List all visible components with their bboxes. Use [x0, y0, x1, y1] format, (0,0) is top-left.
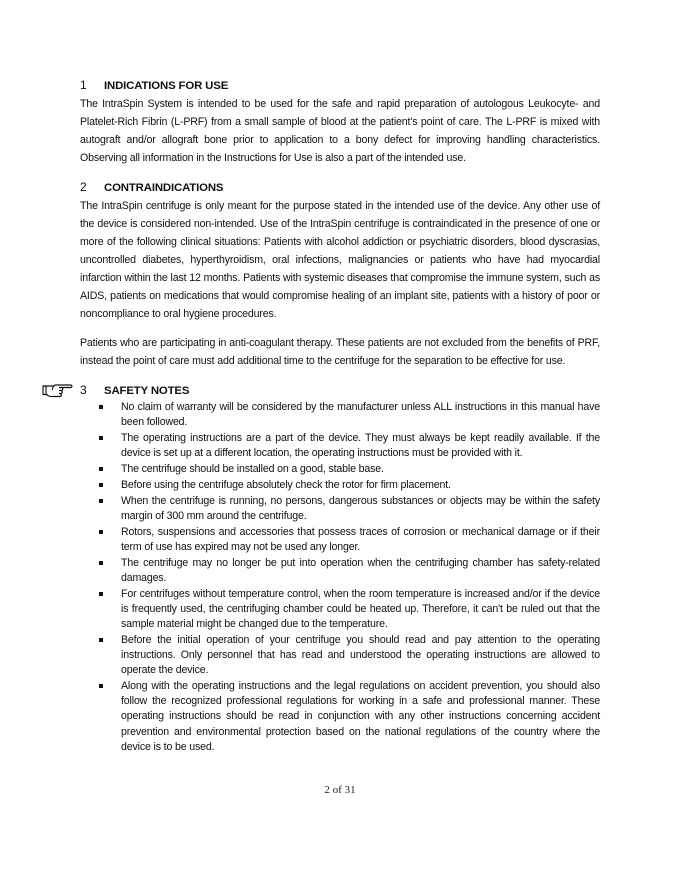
section-heading-contraindications	[80, 180, 600, 195]
note-text: The centrifuge may no longer be put into operation when the centrifuging chamber has safety-related damages.	[121, 556, 600, 584]
bullet-icon	[99, 638, 103, 642]
bullet-icon	[99, 561, 103, 565]
bullet-icon	[99, 467, 103, 471]
note-text: Before the initial operation of your centrifuge you should read and pay attention to the operating instructions. Only personnel that has read and understood the operating instructions are allowed to operate the device.	[121, 633, 600, 677]
note-text: Rotors, suspensions and accessories that possess traces of corrosion or mechanical damage or if their term of use has expired may not be used any longer.	[121, 525, 600, 553]
note-text: Before using the centrifuge absolutely check the rotor for firm placement.	[121, 478, 451, 491]
safety-notes-list	[80, 400, 600, 755]
list-item	[121, 587, 600, 633]
bullet-icon	[99, 684, 103, 688]
note-text: No claim of warranty will be considered by the manufacturer unless ALL instructions in this manual have been followed.	[121, 401, 600, 429]
section-number: 1	[80, 78, 87, 92]
note-text: The centrifuge should be installed on a good, stable base.	[121, 463, 384, 475]
section-heading-indications	[80, 78, 600, 93]
list-item	[121, 525, 600, 555]
page-number: 2 of 31	[324, 784, 356, 796]
contraindications-paragraph: The IntraSpin centrifuge is only meant for the purpose stated in the intended use of the device. Any other use of the device is considered non-intended. Use of the IntraSpin centrifuge is contraindicated in the presence of one or more of the following clinical situations: Patients with alcohol addiction or psychiatric disorders, blood dyscrasias, uncontrolled diabetes, hyperthyroidism, oral infections, malignancies or patients who have had myocardial infarction within the last 12 months. Patients with systemic diseases that compromise the immune system, such as AIDS, patients on medications that would compromise healing of an implant site, patients with a history of poor or noncompliance to oral hygiene procedures.	[80, 200, 600, 320]
list-item	[121, 462, 600, 477]
bullet-icon	[99, 530, 103, 534]
section-number: 3	[80, 383, 87, 397]
list-item	[121, 400, 600, 430]
page-content	[80, 78, 600, 756]
bullet-icon	[99, 405, 103, 409]
list-item	[121, 494, 600, 524]
note-text: Along with the operating instructions and the legal regulations on accident prevention, you should also follow the recognized professional regulations for working in a safe and professional manner. These operating instructions should be read in conjunction with any other instructions concerning accident prevention and environmental protection based on the national regulations of the country where the device is to be used.	[121, 680, 600, 753]
list-item	[121, 556, 600, 586]
bullet-icon	[99, 436, 103, 440]
section-title: INDICATIONS FOR USE	[104, 80, 229, 92]
bullet-icon	[99, 483, 103, 487]
section-title: SAFETY NOTES	[104, 385, 190, 397]
note-text: The operating instructions are a part of the device. They must always be kept readily available. If the device is set up at a different location, the operating instructions must be provided with it.	[121, 432, 600, 460]
list-item	[121, 633, 600, 679]
section-title: CONTRAINDICATIONS	[104, 182, 224, 194]
bullet-icon	[99, 592, 103, 596]
pointing-hand-icon	[42, 381, 74, 399]
note-text: For centrifuges without temperature control, when the room temperature is increased and/or if the device is frequently used, the centrifuging chamber could be heated up. Therefore, it can't be ruled out that the sample material might be changed due to the temperature.	[121, 587, 600, 630]
indications-paragraph: The IntraSpin System is intended to be used for the safe and rapid preparation of autologous Leukocyte- and Platelet-Rich Fibrin (L-PRF) from a small sample of blood at the patient's point of care. The L-PRF is mixed with autograft and/or allograft bone prior to application to a bony defect for improving handling characteristics. Observing all information in the Instructions for Use is also a part of the intended use.	[80, 98, 600, 164]
list-item	[121, 478, 600, 493]
list-item	[121, 679, 600, 755]
note-text: When the centrifuge is running, no persons, dangerous substances or objects may be within the safety margin of 300 mm around the centrifuge.	[121, 494, 600, 522]
list-item	[121, 431, 600, 461]
anticoagulant-paragraph: Patients who are participating in anti-coagulant therapy. These patients are not excluded from the benefits of PRF, instead the point of care must add additional time to the centrifuge for the separation to be effective for use.	[80, 337, 600, 367]
section-number: 2	[80, 180, 87, 194]
section-heading-safety	[80, 383, 600, 398]
bullet-icon	[99, 499, 103, 503]
